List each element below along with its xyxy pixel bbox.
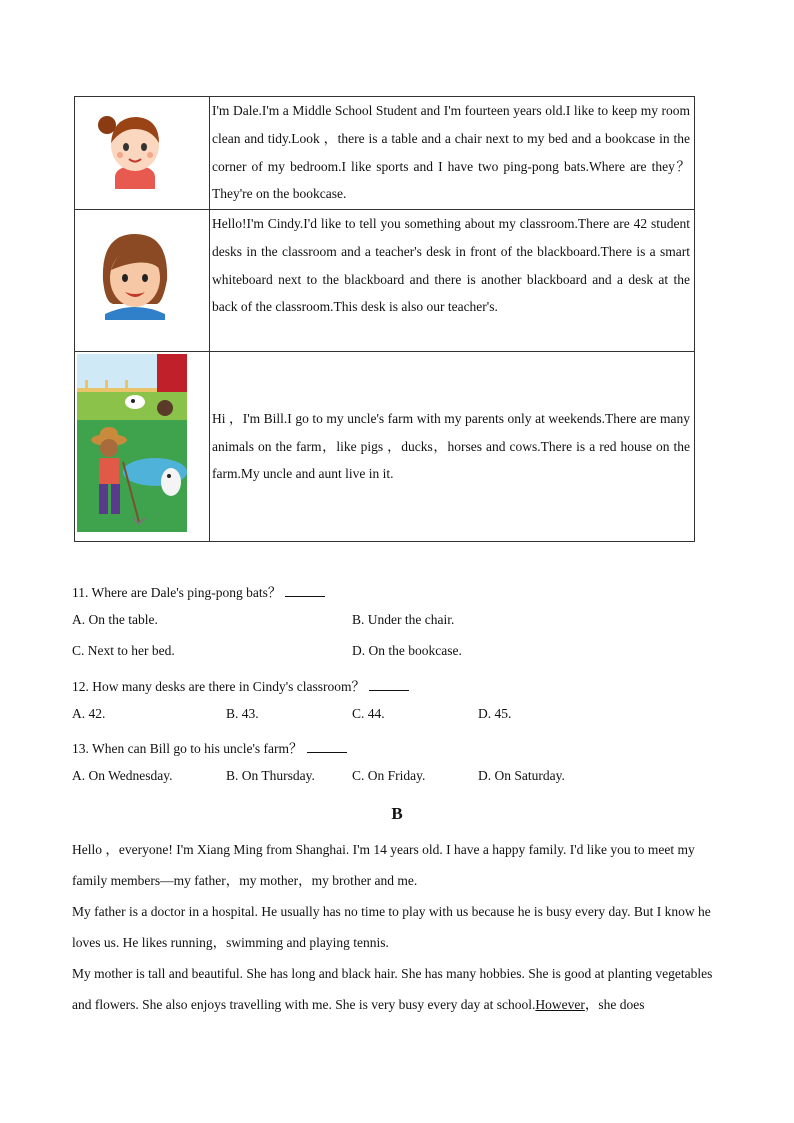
avatar-cell <box>75 97 210 210</box>
passage-paragraph-1: Hello ，everyone! I'm Xiang Ming from Shanghai. I'm 14 years old. I have a happy family. I'd like you to meet my family members—my father，my mother，my brother and me. <box>72 842 695 888</box>
reading-table <box>74 96 695 542</box>
option-c[interactable]: C. On Friday. <box>352 768 426 783</box>
question-13: 13. When can Bill go to his uncle's farm？ <box>72 737 347 757</box>
table-row <box>75 352 695 542</box>
underlined-word: However <box>535 997 585 1012</box>
option-c[interactable]: C. 44. <box>352 706 385 721</box>
option-d[interactable]: D. 45. <box>478 706 512 721</box>
answer-blank[interactable] <box>307 740 347 753</box>
option-b[interactable]: B. On Thursday. <box>226 768 315 783</box>
option-d[interactable]: D. On the bookcase. <box>352 643 462 658</box>
option-a[interactable]: A. On the table. <box>72 612 158 627</box>
bill-text: Hi ，I'm Bill.I go to my uncle's farm with my parents only at weekends.There are many animals on the farm，like pigs ，ducks，horses and cows.There is a red house on the farm.My uncle and aunt live in it. <box>210 352 695 542</box>
option-a[interactable]: A. 42. <box>72 706 106 721</box>
table-row <box>75 97 695 210</box>
answer-blank[interactable] <box>285 584 325 597</box>
girl-with-bun-icon <box>75 97 209 209</box>
avatar-cell <box>75 352 210 542</box>
girl-smiling-icon <box>75 210 209 351</box>
dale-text: I'm Dale.I'm a Middle School Student and I'm fourteen years old.I like to keep my room clean and tidy.Look ，there is a table and a chair next to my bed and a bookcase in the corner of my bedroom.I like sports and I have two ping-pong bats.Where are they？They're on the bookcase. <box>210 97 695 210</box>
passage-paragraph-2: My father is a doctor in a hospital. He usually has no time to play with us because he is busy every day. But I know he loves us. He likes running，swimming and playing tennis. <box>72 904 711 950</box>
option-b[interactable]: B. Under the chair. <box>352 612 455 627</box>
avatar-cell <box>75 210 210 352</box>
passage-paragraph-3: My mother is tall and beautiful. She has long and black hair. She has many hobbies. She is good at planting vegetables and flowers. She also enjoys travelling with me. She is very busy every day at school.However，she does <box>72 966 713 1012</box>
option-a[interactable]: A. On Wednesday. <box>72 768 173 783</box>
question-11: 11. Where are Dale's ping-pong bats？ <box>72 581 325 601</box>
table-row <box>75 210 695 352</box>
answer-blank[interactable] <box>369 678 409 691</box>
option-c[interactable]: C. Next to her bed. <box>72 643 175 658</box>
cindy-text: Hello!I'm Cindy.I'd like to tell you something about my classroom.There are 42 student desks in the classroom and a teacher's desk in front of the blackboard.There is a smart whiteboard next to the blackboard and there is another blackboard and a desk at the back of the classroom.This desk is also our teacher's. <box>210 210 695 352</box>
option-d[interactable]: D. On Saturday. <box>478 768 565 783</box>
option-b[interactable]: B. 43. <box>226 706 259 721</box>
section-heading: B <box>391 804 403 823</box>
question-12: 12. How many desks are there in Cindy's classroom？ <box>72 675 409 695</box>
farm-boy-scene <box>75 352 209 541</box>
